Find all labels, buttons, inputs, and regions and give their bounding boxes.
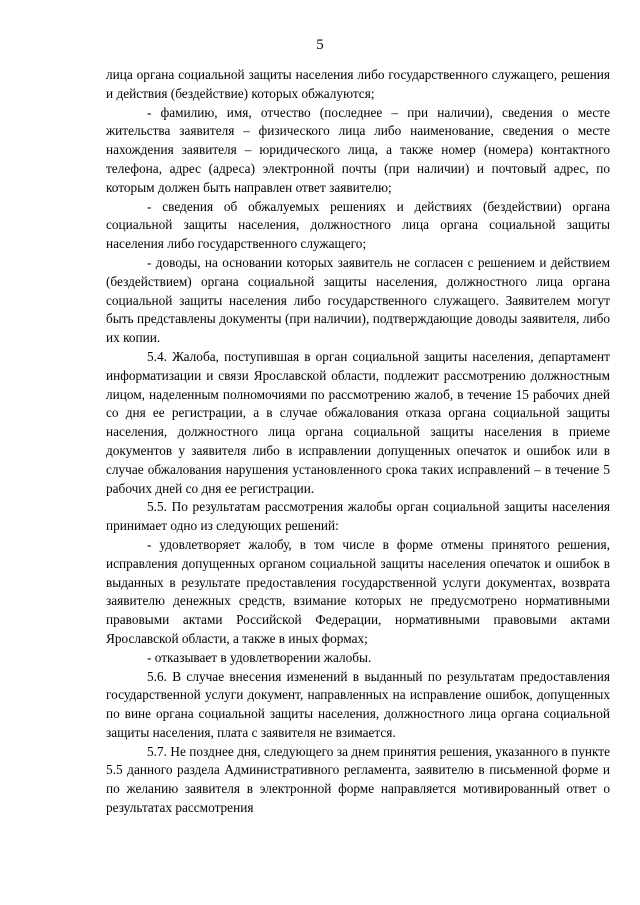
paragraph-reject-complaint: - отказывает в удовлетворении жалобы. [147, 649, 372, 665]
paragraph-appealed-decisions: - сведения об обжалуемых решениях и действиях (бездействии) органа социальной защиты населения, должностного лица органа социальной защиты населения либо государственного служащего; [106, 198, 610, 252]
paragraph-arguments: - доводы, на основании которых заявитель не согласен с решением и действием (бездействием) органа социальной защиты населения, должностного лица органа социальной защиты населения либо государственного служащего. Заявителем могут быть представлены документы (при наличии), подтверждающие доводы заявителя, либо их копии. [106, 254, 610, 346]
page-number: 5 [316, 37, 324, 53]
paragraph-section-5-4: 5.4. Жалоба, поступившая в орган социальной защиты населения, департамент информатизации и связи Ярославской области, подлежит рассмотрению должностным лицом, наделенным полномочиями по рассмотрению жалоб, в течение 15 рабочих дней со дня ее регистрации, а в случае обжалования отказа органа социальной защиты населения, должностного лица органа социальной защиты населения в приеме документов у заявителя либо в исправлении допущенных опечаток и ошибок или в случае обжалования нарушения установленного срока таких исправлений – в течение 5 рабочих дней со дня ее регистрации. [106, 348, 610, 496]
paragraph-section-5-7: 5.7. Не позднее дня, следующего за днем принятия решения, указанного в пункте 5.5 данного раздела Административного регламента, заявителю в письменной форме и по желанию заявителя в электронной форме направляется мотивированный ответ о результатах рассмотрения [106, 743, 610, 816]
paragraph-complaint-subject: лица органа социальной защиты населения либо государственного служащего, решения и действия (бездействие) которых обжалуются; [106, 67, 610, 101]
paragraph-section-5-6: 5.6. В случае внесения изменений в выданный по результатам предоставления государственной услуги документ, направленных на исправление ошибок, допущенных по вине органа социальной защиты населения, должностного лица органа социальной защиты населения, плата с заявителя не взимается. [106, 668, 610, 740]
document-body [106, 66, 610, 818]
paragraph-section-5-5: 5.5. По результатам рассмотрения жалобы орган социальной защиты населения принимает одно из следующих решений: [106, 499, 610, 534]
paragraph-satisfy-complaint: - удовлетворяет жалобу, в том числе в форме отмены принятого решения, исправления допущенных органом социальной защиты населения опечаток и ошибок в выданных в результате предоставления государственной услуги документах, возврата заявителю денежных средств, взимание которых не предусмотрено нормативными правовыми актами Российской Федерации, нормативными правовыми актами Ярославской области, а также в иных формах; [106, 536, 610, 646]
paragraph-applicant-details: - фамилию, имя, отчество (последнее – при наличии), сведения о месте жительства заявителя – физического лица либо наименование, сведения о месте нахождения заявителя – юридического лица, а также номер (номера) контактного телефона, адрес (адреса) электронной почты (при наличии) и почтовый адрес, по которым должен быть направлен ответ заявителю; [106, 104, 610, 195]
